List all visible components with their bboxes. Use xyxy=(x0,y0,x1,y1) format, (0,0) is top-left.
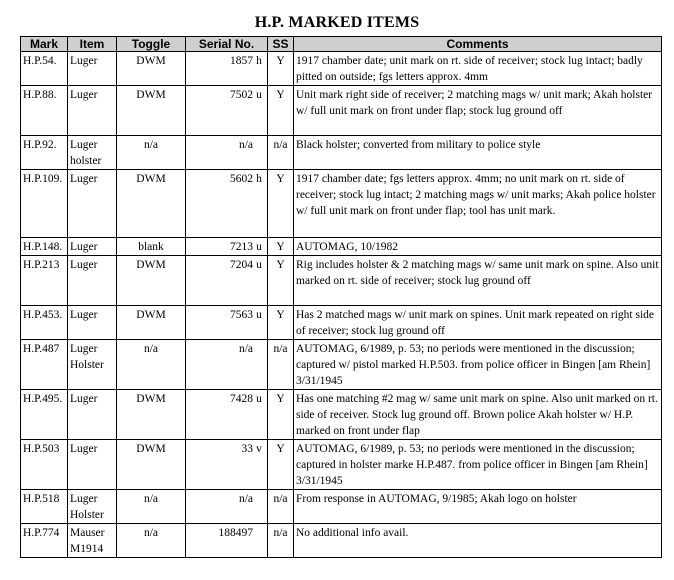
item-cell: Luger holster xyxy=(68,136,117,170)
ss-cell: n/a xyxy=(268,524,294,558)
ss-cell: n/a xyxy=(268,340,294,390)
comments-cell: Black holster; converted from military to police style xyxy=(294,136,662,170)
serial-number: 33 xyxy=(241,443,253,455)
serial-number: 7204 xyxy=(230,259,253,271)
ss-cell: Y xyxy=(268,256,294,306)
mark-cell: H.P.774 xyxy=(21,524,68,558)
ss-cell: Y xyxy=(268,390,294,440)
ss-cell: Y xyxy=(268,52,294,86)
toggle-cell: DWM xyxy=(117,306,186,340)
mark-cell: H.P.148. xyxy=(21,238,68,256)
table-row xyxy=(21,256,662,306)
mark-cell: H.P.109. xyxy=(21,170,68,238)
toggle-cell: DWM xyxy=(117,256,186,306)
serial-number: 7213 xyxy=(230,241,253,253)
item-cell: Luger xyxy=(68,306,117,340)
mark-cell: H.P.453. xyxy=(21,306,68,340)
table-row xyxy=(21,390,662,440)
column-header-toggle: Toggle xyxy=(117,37,186,52)
ss-cell: n/a xyxy=(268,490,294,524)
comments-cell: 1917 chamber date; unit mark on rt. side of receiver; stock lug intact; badly pitted on outside; fgs letters approx. 4mm xyxy=(294,52,662,86)
mark-cell: H.P.92. xyxy=(21,136,68,170)
serial-cell xyxy=(186,256,268,306)
serial-suffix: u xyxy=(256,393,262,405)
mark-cell: H.P.54. xyxy=(21,52,68,86)
comments-cell: AUTOMAG, 6/1989, p. 53; no periods were mentioned in the discussion; captured w/ pistol marked H.P.503. from police officer in Bingen [am Rhein] 3/31/1945 xyxy=(294,340,662,390)
serial-cell xyxy=(186,524,268,558)
toggle-cell: n/a xyxy=(117,340,186,390)
item-cell: Luger xyxy=(68,238,117,256)
toggle-cell: DWM xyxy=(117,52,186,86)
serial-number: 5602 xyxy=(230,173,253,185)
page-title: H.P. MARKED ITEMS xyxy=(254,14,420,31)
ss-cell: Y xyxy=(268,306,294,340)
serial-cell xyxy=(186,440,268,490)
ss-cell: Y xyxy=(268,170,294,238)
comments-cell: 1917 chamber date; fgs letters approx. 4mm; no unit mark on rt. side of receiver; stock lug intact; 2 matching mags w/ unit marks; Akah police holster w/ full unit mark on front under flap; tool has unit mark. xyxy=(294,170,662,238)
serial-number: n/a xyxy=(238,343,253,355)
ss-cell: Y xyxy=(268,238,294,256)
serial-suffix: u xyxy=(256,259,262,271)
mark-cell: H.P.518 xyxy=(21,490,68,524)
item-cell: Mauser M1914 xyxy=(68,524,117,558)
serial-number: n/a xyxy=(238,139,253,151)
toggle-cell: DWM xyxy=(117,440,186,490)
comments-cell: AUTOMAG, 10/1982 xyxy=(294,238,662,256)
serial-cell xyxy=(186,136,268,170)
serial-suffix: h xyxy=(256,55,262,67)
serial-cell xyxy=(186,52,268,86)
toggle-cell: n/a xyxy=(117,136,186,170)
toggle-cell: DWM xyxy=(117,86,186,136)
header-row xyxy=(21,37,662,52)
serial-suffix: v xyxy=(256,443,262,455)
serial-cell xyxy=(186,306,268,340)
serial-suffix: u xyxy=(256,309,262,321)
table-row xyxy=(21,238,662,256)
serial-number: 7563 xyxy=(230,309,253,321)
table-row xyxy=(21,340,662,390)
table-row xyxy=(21,52,662,86)
serial-number: 7428 xyxy=(230,393,253,405)
toggle-cell: DWM xyxy=(117,170,186,238)
table-row xyxy=(21,524,662,558)
table-row xyxy=(21,86,662,136)
serial-suffix: u xyxy=(256,241,262,253)
column-header-comments: Comments xyxy=(294,37,662,52)
comments-cell: Unit mark right side of receiver; 2 matching mags w/ unit mark; Akah holster w/ full unit mark on front under flap; stock lug ground off xyxy=(294,86,662,136)
serial-suffix: h xyxy=(256,173,262,185)
comments-cell: Has 2 matched mags w/ unit mark on spines. Unit mark repeated on right side of receiver; stock lug ground off xyxy=(294,306,662,340)
mark-cell: H.P.487 xyxy=(21,340,68,390)
item-cell: Luger Holster xyxy=(68,490,117,524)
comments-cell: Rig includes holster & 2 matching mags w/ same unit mark on spine. Also unit marked on rt. side of receiver; stock lug ground off xyxy=(294,256,662,306)
item-cell: Luger xyxy=(68,256,117,306)
serial-cell xyxy=(186,238,268,256)
mark-cell: H.P.495. xyxy=(21,390,68,440)
item-cell: Luger xyxy=(68,170,117,238)
table-row xyxy=(21,440,662,490)
table-row xyxy=(21,136,662,170)
comments-cell: No additional info avail. xyxy=(294,524,662,558)
toggle-cell: DWM xyxy=(117,390,186,440)
comments-cell: Has one matching #2 mag w/ same unit mark on spine. Also unit marked on rt. side of receiver. Stock lug ground off. Brown police Akah holster w/ H.P. marked on front under flap xyxy=(294,390,662,440)
item-cell: Luger Holster xyxy=(68,340,117,390)
serial-cell xyxy=(186,86,268,136)
serial-cell xyxy=(186,490,268,524)
table-row xyxy=(21,170,662,238)
column-header-serial: Serial No. xyxy=(186,37,268,52)
comments-cell: AUTOMAG, 6/1989, p. 53; no periods were mentioned in the discussion; captured in holster marke H.P.487. from police officer in Bingen [am Rhein] 3/31/1945 xyxy=(294,440,662,490)
ss-cell: Y xyxy=(268,86,294,136)
ss-cell: Y xyxy=(268,440,294,490)
column-header-item: Item xyxy=(68,37,117,52)
ss-cell: n/a xyxy=(268,136,294,170)
serial-number: 188497 xyxy=(218,527,253,539)
column-header-ss: SS xyxy=(268,37,294,52)
serial-number: 1857 xyxy=(230,55,253,67)
item-cell: Luger xyxy=(68,52,117,86)
serial-cell xyxy=(186,170,268,238)
toggle-cell: n/a xyxy=(117,490,186,524)
column-header-mark: Mark xyxy=(21,37,68,52)
serial-number: n/a xyxy=(238,493,253,505)
serial-suffix: u xyxy=(256,89,262,101)
item-cell: Luger xyxy=(68,86,117,136)
mark-cell: H.P.88. xyxy=(21,86,68,136)
item-cell: Luger xyxy=(68,390,117,440)
marked-items-table xyxy=(20,36,662,558)
toggle-cell: blank xyxy=(117,238,186,256)
mark-cell: H.P.503 xyxy=(21,440,68,490)
table-row xyxy=(21,306,662,340)
serial-cell xyxy=(186,340,268,390)
comments-cell: From response in AUTOMAG, 9/1985; Akah logo on holster xyxy=(294,490,662,524)
item-cell: Luger xyxy=(68,440,117,490)
mark-cell: H.P.213 xyxy=(21,256,68,306)
toggle-cell: n/a xyxy=(117,524,186,558)
serial-cell xyxy=(186,390,268,440)
table-row xyxy=(21,490,662,524)
serial-number: 7502 xyxy=(230,89,253,101)
